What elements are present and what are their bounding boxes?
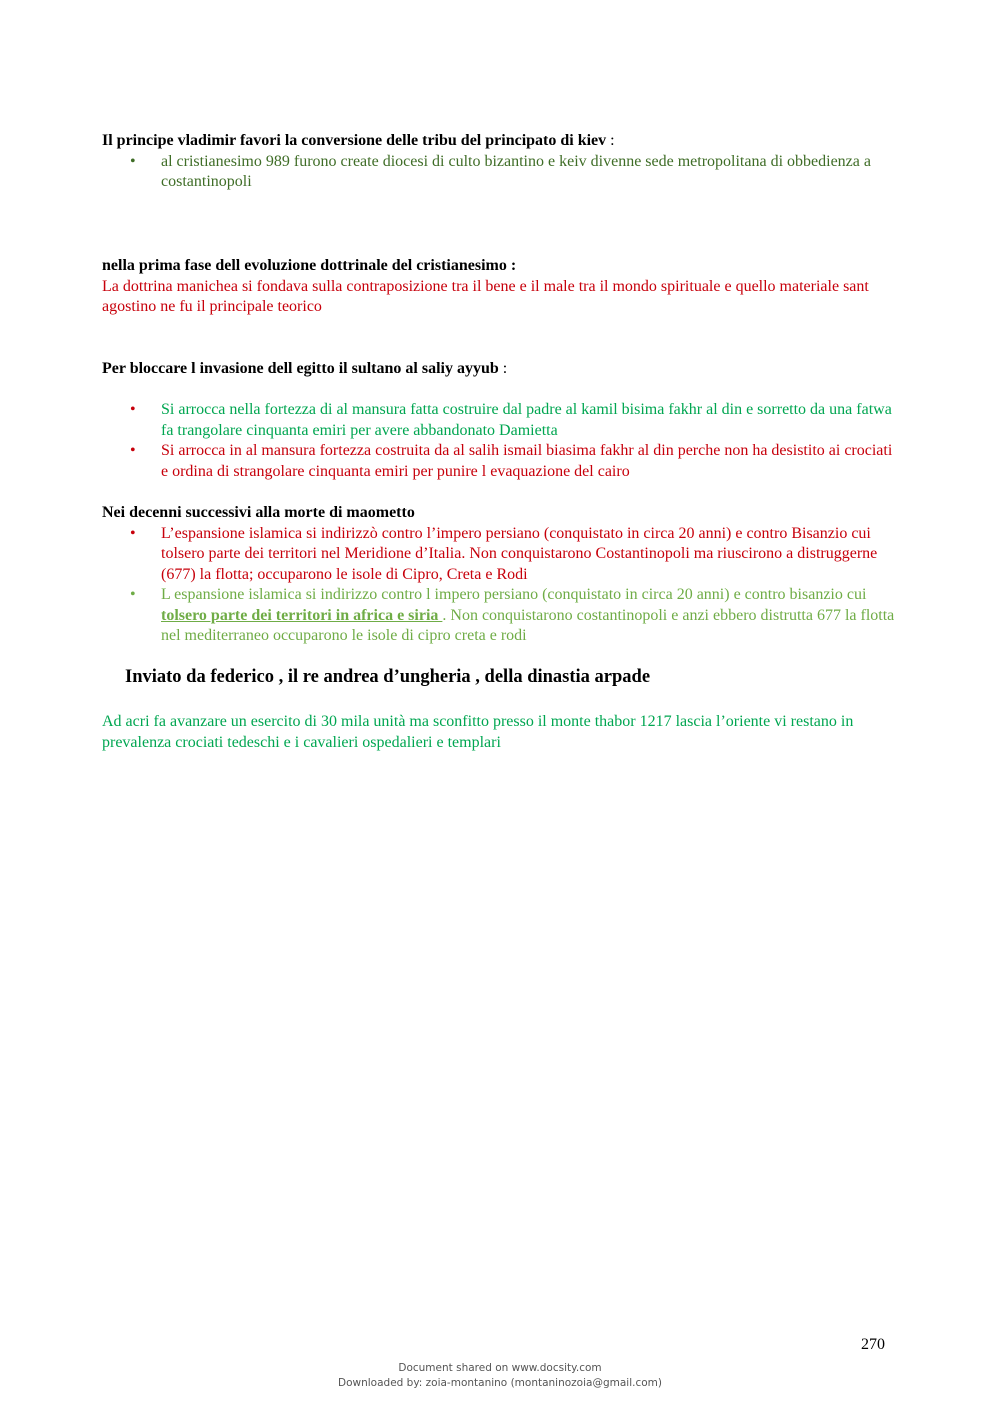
- list-item-text: L’espansione islamica si indirizzò contro l’impero persiano (conquistato in circa 20 anni) e contro Bisanzio cui tolsero parte dei territori nel Meridione d’Italia. Non conquistarono Costantinopoli ma riuscirono a distruggerne (677) la flotta; occuparono le isole di Cipro, Creta e Rodi: [161, 524, 878, 583]
- section-heading: nella prima fase dell evoluzione dottrinale del cristianesimo :: [102, 257, 517, 274]
- page-number: 270: [861, 1336, 885, 1353]
- bullet-icon: •: [130, 524, 136, 542]
- list-item-text-after: . Non conquistarono costantinopoli e anzi ebbero distrutta 677 la flotta nel mediterraneo occuparono le isole di cipro creta e rodi: [161, 606, 895, 644]
- bullet-icon: •: [130, 152, 136, 170]
- list-item-text: Si arrocca in al mansura fortezza costruita da al salih ismail biasima fakhr al din perche non ha desistito ai crociati e ordina di strangolare cinquanta emiri per punire l evaquazione del cairo: [161, 442, 893, 480]
- list-item-text-before: L espansione islamica si indirizzo contro l impero persiano (conquistato in circa 20 anni) e contro bisanzio cui: [161, 586, 867, 603]
- bullet-list: [102, 400, 902, 482]
- bullet-list: [102, 524, 902, 647]
- list-item: [102, 400, 902, 441]
- footer-shared-line: Document shared on www.docsity.com: [398, 1362, 602, 1374]
- list-item: [102, 441, 902, 482]
- list-item: [102, 152, 902, 193]
- list-item-text: al cristianesimo 989 furono create diocesi di culto bizantino e keiv divenne sede metropolitana di obbedienza a costantinopoli: [161, 152, 871, 190]
- heading-text: Per bloccare l invasione dell egitto il sultano al saliy ayyub: [102, 360, 499, 377]
- bullet-icon: •: [130, 586, 136, 603]
- section-vladimir: [102, 131, 902, 193]
- section-heading: [102, 131, 902, 152]
- section-paragraph-acri: Ad acri fa avanzare un esercito di 30 mila unità ma sconfitto presso il monte thabor 1217 lascia l’oriente vi restano in prevalenza crociati tedeschi e i cavalieri ospedalieri e templari: [102, 713, 854, 751]
- list-item: [102, 524, 902, 586]
- bullet-icon: •: [130, 401, 136, 418]
- section-manichea: [102, 256, 902, 318]
- footer-downloaded-line: Downloaded by: zoia-montanino (montaninozoia@gmail.com): [338, 1377, 662, 1389]
- section-heading: [102, 359, 902, 380]
- heading-suffix: :: [606, 132, 615, 149]
- section-heading-andrea: Inviato da federico , il re andrea d’ungheria , della dinastia arpade: [125, 667, 651, 687]
- section-maometto: [102, 503, 902, 647]
- bullet-list: [102, 152, 902, 193]
- heading-suffix: :: [498, 360, 508, 377]
- section-paragraph: La dottrina manichea si fondava sulla contraposizione tra il bene e il male tra il mondo spirituale e quello materiale sant agostino ne fu il principale teorico: [102, 277, 869, 315]
- underlined-text: tolsero parte dei territori in africa e siria: [161, 606, 443, 624]
- list-item: [102, 585, 902, 647]
- bullet-icon: •: [130, 442, 136, 459]
- section-ayyub: [102, 359, 902, 482]
- section-heading: Nei decenni successivi alla morte di maometto: [102, 504, 415, 521]
- list-item-text: Si arrocca nella fortezza di al mansura fatta costruire dal padre al kamil bisima fakhr al din e sorretto da una fatwa fa trangolare cinquanta emiri per avere abbandonato Damietta: [161, 401, 892, 439]
- heading-text: Il principe vladimir favori la conversione delle tribu del principato di kiev: [102, 132, 607, 149]
